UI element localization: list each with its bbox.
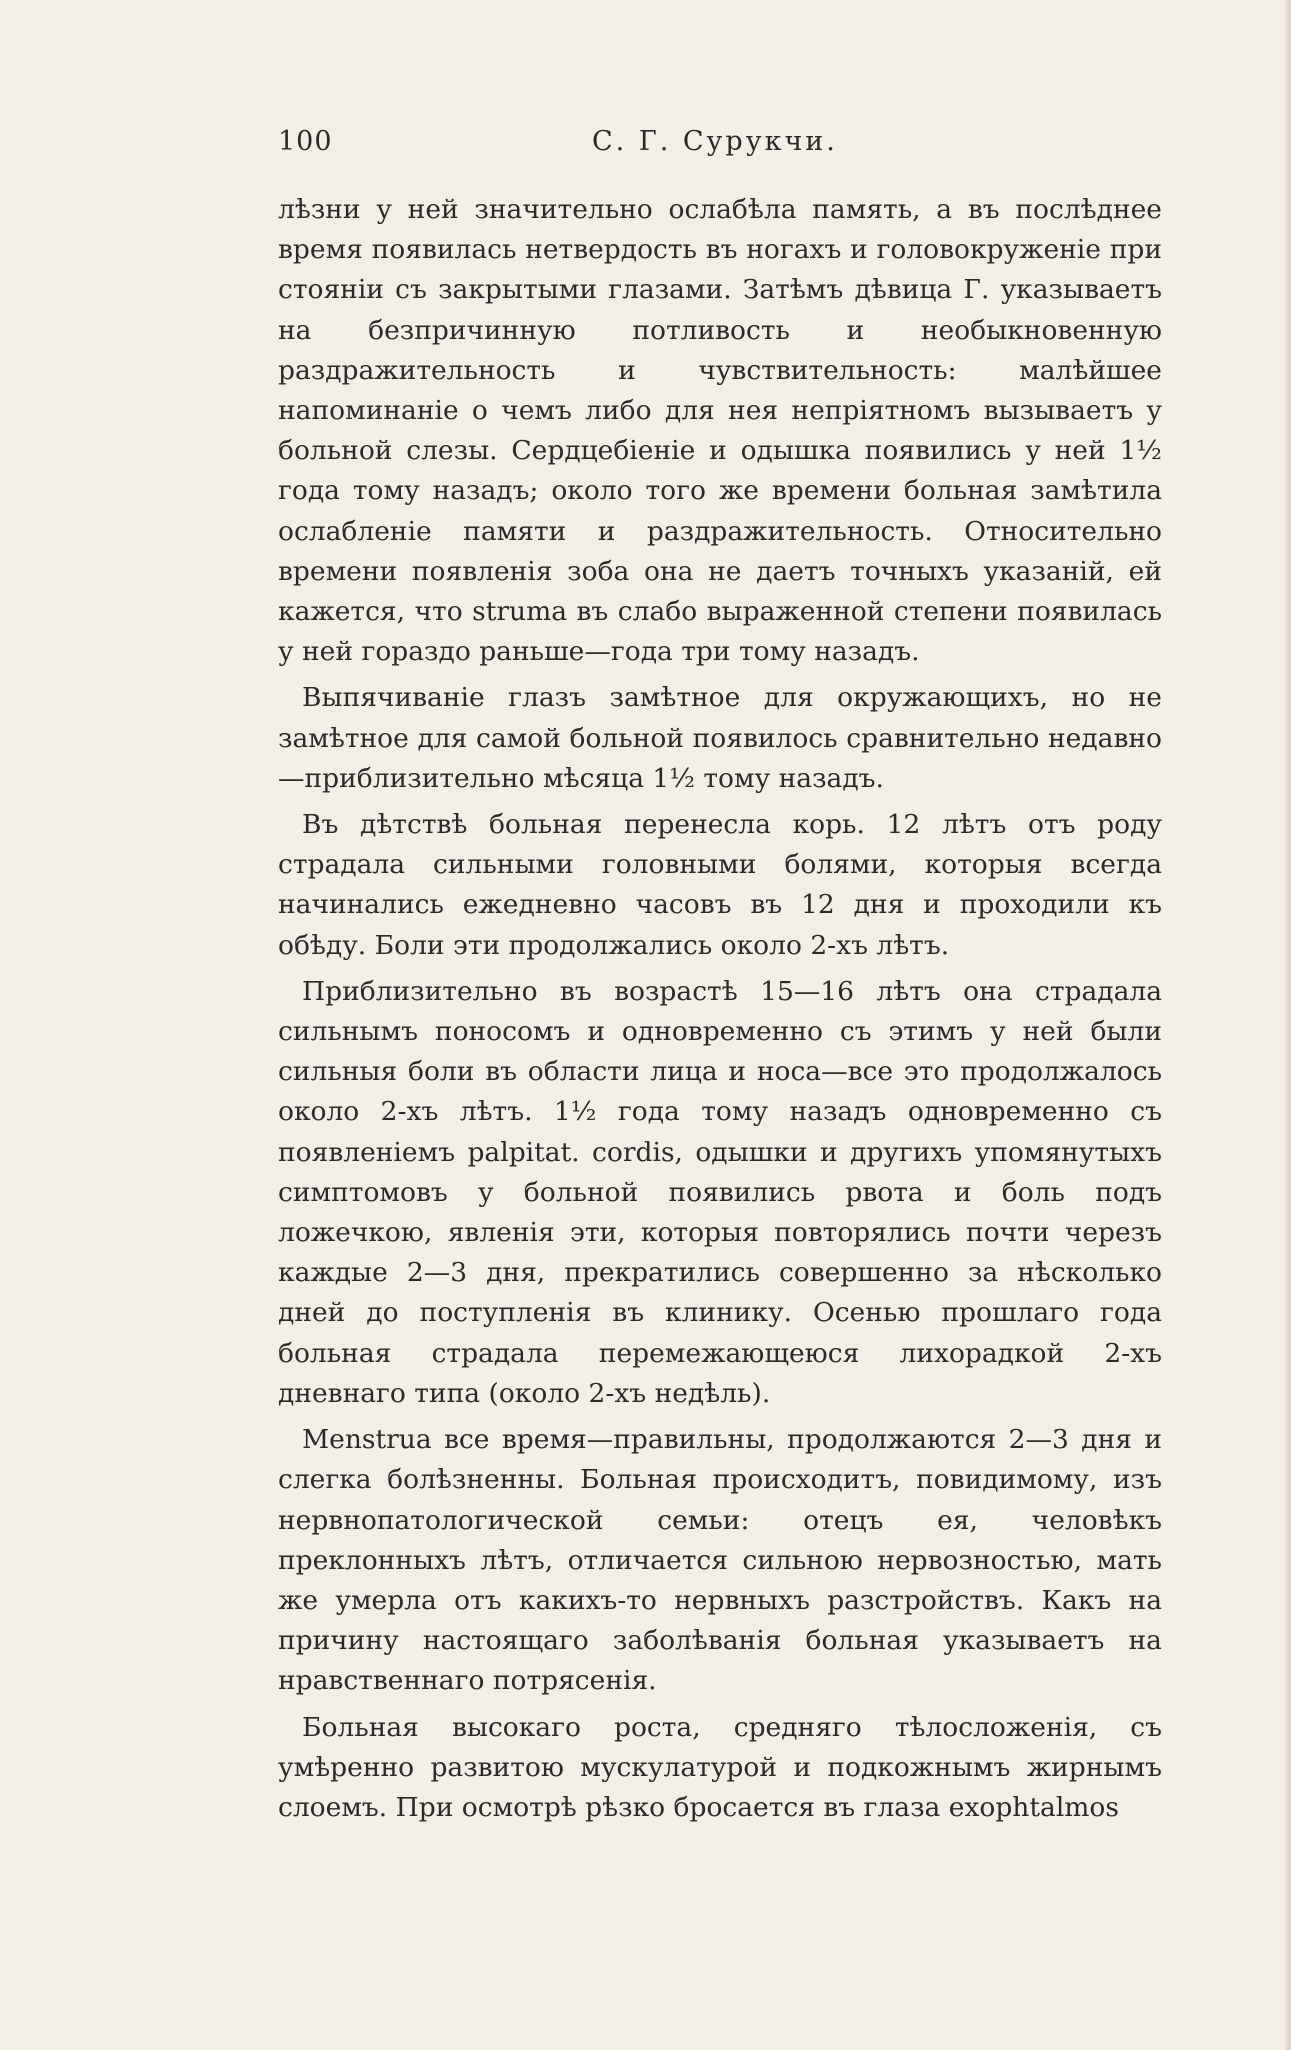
paragraph: Выпячиваніе глазъ замѣтное для окружающихъ, но не замѣтное для самой больной появилось сравнительно недавно—приблизительно мѣсяца 1½ тому назадъ. [278,682,1162,794]
body-text [278,190,1162,1828]
page-number: 100 [278,126,333,157]
page-edge [1285,0,1291,2050]
paragraph: Больная высокаго роста, средняго тѣлосложенія, съ умѣренно развитою мускулатурой и подкожнымъ жирнымъ слоемъ. При осмотрѣ рѣзко бросается въ глаза exophtalmos [278,1711,1162,1823]
running-head [278,126,1178,166]
paragraph-continuation: лѣзни у ней значительно ослабѣла память, а въ послѣднее время появилась нетвердость въ ногахъ и головокруженіе при стояніи съ закрытыми глазами. Затѣмъ дѣвица Г. указываетъ на безпричинную потливость и необыкновенную раздражительность и чувствительность: малѣйшее напоминаніе о чемъ либо для нея непріятномъ вызываетъ у больной слезы. Сердцебіеніе и одышка появились у ней 1½ года тому назадъ; около того же времени больная замѣтила ослабленіе памяти и раздражительность. Относительно времени появленія зоба она не даетъ точныхъ указаній, ей кажется, что struma въ слабо выраженной степени появилась у ней гораздо раньше—года три тому назадъ. [278,194,1162,668]
paragraph: Menstrua все время—правильны, продолжаются 2—3 дня и слегка болѣзненны. Больная происходитъ, повидимому, изъ нервнопатологической семьи: отецъ ея, человѣкъ преклонныхъ лѣтъ, отличается сильною нервозностью, мать же умерла отъ какихъ-то нервныхъ разстройствъ. Какъ на причину настоящаго заболѣванія больная указываетъ на нравственнаго потрясенія. [278,1424,1162,1697]
running-title: С. Г. Сурукчи. [592,126,838,157]
paragraph: Въ дѣтствѣ больная перенесла корь. 12 лѣтъ отъ роду страдала сильными головными болями, которыя всегда начинались ежедневно часовъ въ 12 дня и проходили къ обѣду. Боли эти продолжались около 2-хъ лѣтъ. [278,809,1162,961]
paragraph: Приблизительно въ возрастѣ 15—16 лѣтъ она страдала сильнымъ поносомъ и одновременно съ этимъ у ней были сильныя боли въ области лица и носа—все это продолжалось около 2-хъ лѣтъ. 1½ года тому назадъ одновременно съ появленіемъ palpitat. cordis, одышки и другихъ упомянутыхъ симптомовъ у больной появились рвота и боль подъ ложечкою, явленія эти, которыя повторялись почти черезъ каждые 2—3 дня, прекратились совершенно за нѣсколько дней до поступленія въ клинику. Осенью прошлаго года больная страдала перемежающеюся лихорадкой 2-хъ дневнаго типа (около 2-хъ недѣль). [278,975,1162,1409]
